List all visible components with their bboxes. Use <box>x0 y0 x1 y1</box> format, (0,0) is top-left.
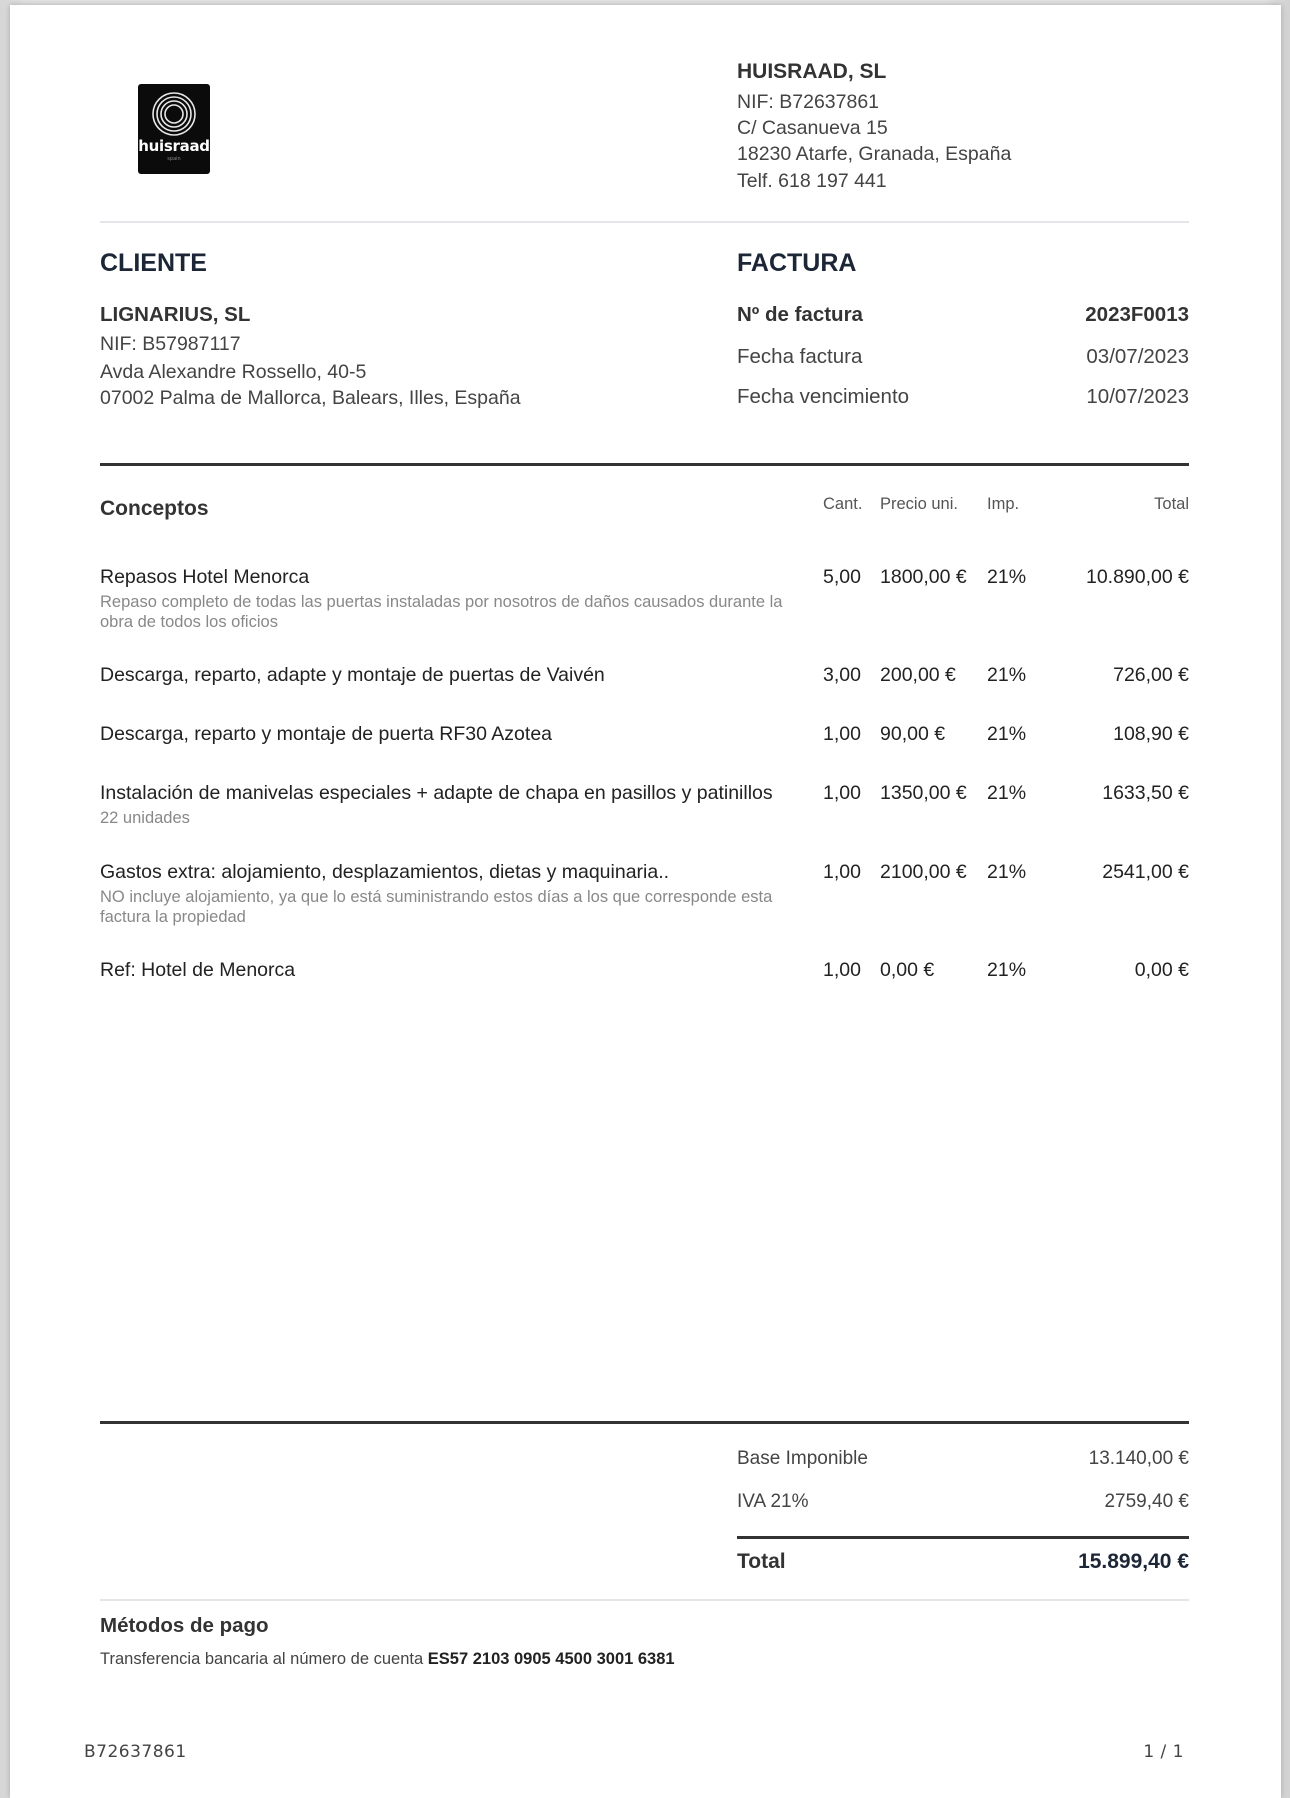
lines-title: Conceptos <box>100 497 209 520</box>
line-qty: 1,00 <box>823 861 861 883</box>
line-description: Descarga, reparto y montaje de puerta RF30 Azotea <box>100 723 553 745</box>
payment-divider <box>100 1599 1189 1601</box>
vat-label: IVA 21% <box>737 1491 809 1512</box>
invoice-number-value: 2023F0013 <box>1085 303 1189 326</box>
base-imponible-label: Base Imponible <box>737 1448 868 1469</box>
line-tax: 21% <box>987 959 1027 981</box>
line-total: 2541,00 € <box>1102 861 1189 883</box>
issuer-city: 18230 Atarfe, Granada, España <box>737 143 1012 165</box>
line-total: 10.890,00 € <box>1085 566 1189 588</box>
issuer-phone: Telf. 618 197 441 <box>737 170 887 192</box>
logo-text: huisraad <box>138 137 210 155</box>
lines-bottom-divider <box>100 1421 1189 1424</box>
client-name: LIGNARIUS, SL <box>100 303 251 326</box>
line-note: NO incluye alojamiento, ya que lo está suministrando estos días a los que corresponde esta factura la propiedad <box>100 888 773 926</box>
client-section-title: CLIENTE <box>100 249 207 277</box>
line-price: 200,00 € <box>880 664 956 686</box>
footer-nif: B72637861 <box>84 1742 187 1762</box>
company-logo <box>138 84 210 174</box>
lines-top-divider <box>100 463 1189 466</box>
logo-subtext: spain <box>167 156 181 162</box>
line-qty: 1,00 <box>823 959 861 981</box>
issuer-nif: NIF: B72637861 <box>737 91 880 113</box>
column-header-qty: Cant. <box>823 495 863 513</box>
line-tax: 21% <box>987 723 1027 745</box>
line-description: Descarga, reparto, adapte y montaje de puertas de Vaivén <box>100 664 605 686</box>
line-tax: 21% <box>987 782 1027 804</box>
invoice-section-title: FACTURA <box>737 249 857 277</box>
line-tax: 21% <box>987 861 1027 883</box>
line-tax: 21% <box>987 664 1027 686</box>
payment-methods-title: Métodos de pago <box>100 1614 269 1637</box>
payment-description: Transferencia bancaria al número de cuenta <box>100 1650 424 1668</box>
line-description: Repasos Hotel Menorca <box>100 566 310 588</box>
page-number: 1 / 1 <box>1143 1742 1184 1762</box>
total-divider <box>737 1536 1189 1539</box>
issuer-address: C/ Casanueva 15 <box>737 117 888 139</box>
invoice-date-value: 03/07/2023 <box>1086 345 1189 368</box>
line-price: 1800,00 € <box>880 566 967 588</box>
line-qty: 3,00 <box>823 664 861 686</box>
bank-account-number: ES57 2103 0905 4500 3001 6381 <box>427 1650 675 1668</box>
column-header-total: Total <box>1154 495 1189 513</box>
column-header-price: Precio uni. <box>880 495 958 513</box>
vat-value: 2759,40 € <box>1104 1491 1189 1512</box>
invoice-date-label: Fecha factura <box>737 345 863 368</box>
line-qty: 1,00 <box>823 723 861 745</box>
base-imponible-value: 13.140,00 € <box>1088 1448 1189 1469</box>
line-description: Gastos extra: alojamiento, desplazamientos, dietas y maquinaria.. <box>100 861 670 883</box>
invoice-due-label: Fecha vencimiento <box>737 385 910 408</box>
line-total: 0,00 € <box>1134 959 1189 981</box>
invoice-due-value: 10/07/2023 <box>1086 385 1189 408</box>
line-qty: 1,00 <box>823 782 861 804</box>
total-value: 15.899,40 € <box>1078 1550 1189 1573</box>
line-total: 1633,50 € <box>1102 782 1189 804</box>
line-tax: 21% <box>987 566 1027 588</box>
line-description: Instalación de manivelas especiales + adapte de chapa en pasillos y patinillos <box>100 782 773 804</box>
line-total: 108,90 € <box>1113 723 1189 745</box>
line-total: 726,00 € <box>1113 664 1189 686</box>
line-price: 2100,00 € <box>880 861 967 883</box>
line-note: Repaso completo de todas las puertas instaladas por nosotros de daños causados durante la obra de todos los oficios <box>100 593 783 631</box>
total-label: Total <box>737 1550 786 1573</box>
payment-methods-text <box>100 1650 675 1669</box>
line-price: 1350,00 € <box>880 782 967 804</box>
invoice-number-label: Nº de factura <box>737 303 863 326</box>
line-qty: 5,00 <box>823 566 861 588</box>
header-divider <box>100 221 1189 223</box>
issuer-name: HUISRAAD, SL <box>737 60 887 83</box>
line-note: 22 unidades <box>100 809 190 827</box>
client-nif: NIF: B57987117 <box>100 333 241 355</box>
client-address: Avda Alexandre Rossello, 40-5 <box>100 361 367 383</box>
line-price: 90,00 € <box>880 723 946 745</box>
line-description: Ref: Hotel de Menorca <box>100 959 296 981</box>
concentric-circles-icon <box>151 91 197 137</box>
client-city: 07002 Palma de Mallorca, Balears, Illes, España <box>100 387 521 409</box>
column-header-tax: Imp. <box>987 495 1020 513</box>
line-price: 0,00 € <box>880 959 935 981</box>
